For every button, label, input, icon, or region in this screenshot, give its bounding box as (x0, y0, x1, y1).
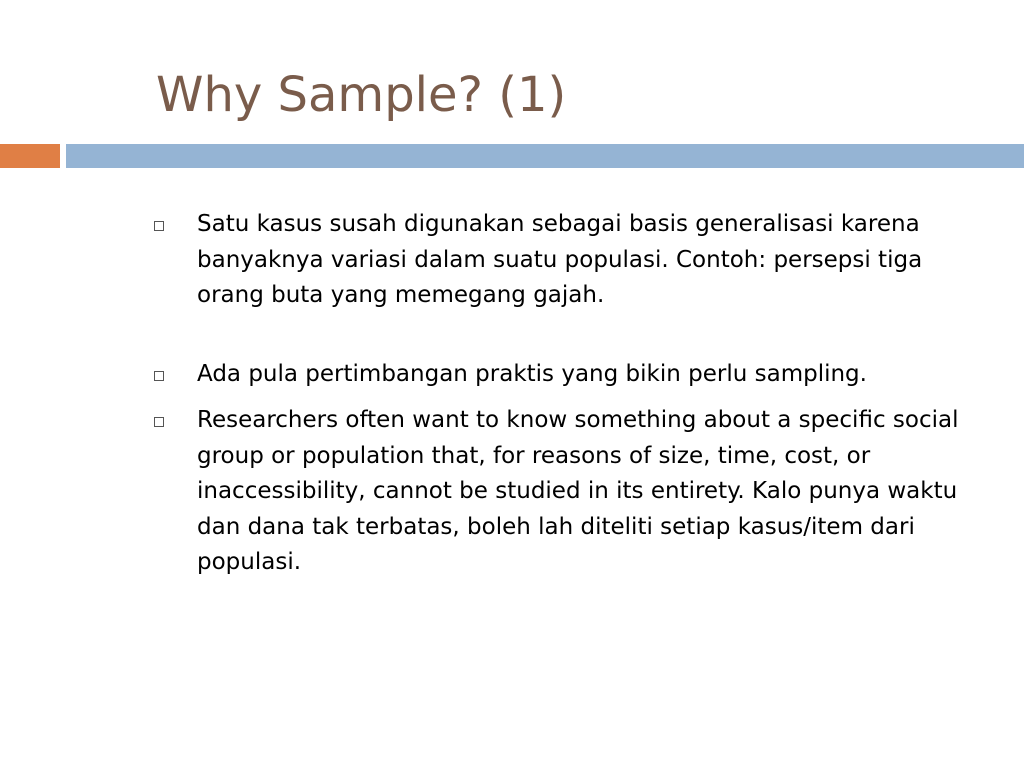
bullet-item (154, 357, 974, 393)
square-bullet-icon (154, 417, 164, 427)
square-bullet-icon (154, 371, 164, 381)
square-bullet-icon (154, 221, 164, 231)
bullet-text: Satu kasus susah digunakan sebagai basis generalisasi karena banyaknya variasi dalam suatu populasi. Contoh: persepsi tiga orang buta yang memegang gajah. (197, 211, 923, 308)
bullet-text: Ada pula pertimbangan praktis yang bikin perlu sampling. (197, 360, 867, 387)
bullet-text: Researchers often want to know something about a specific social group or population that, for reasons of size, time, cost, or inaccessibility, cannot be studied in its entirety. Kalo punya waktu dan dana tak terbatas, boleh lah diteliti setiap kasus/item dari populasi. (197, 407, 959, 575)
bullet-item (154, 403, 974, 581)
title-divider-bar (66, 144, 1024, 168)
bullet-list (154, 207, 974, 581)
slide-title: Why Sample? (1) (156, 67, 567, 123)
bullet-item (154, 207, 974, 314)
accent-bar (0, 144, 60, 168)
